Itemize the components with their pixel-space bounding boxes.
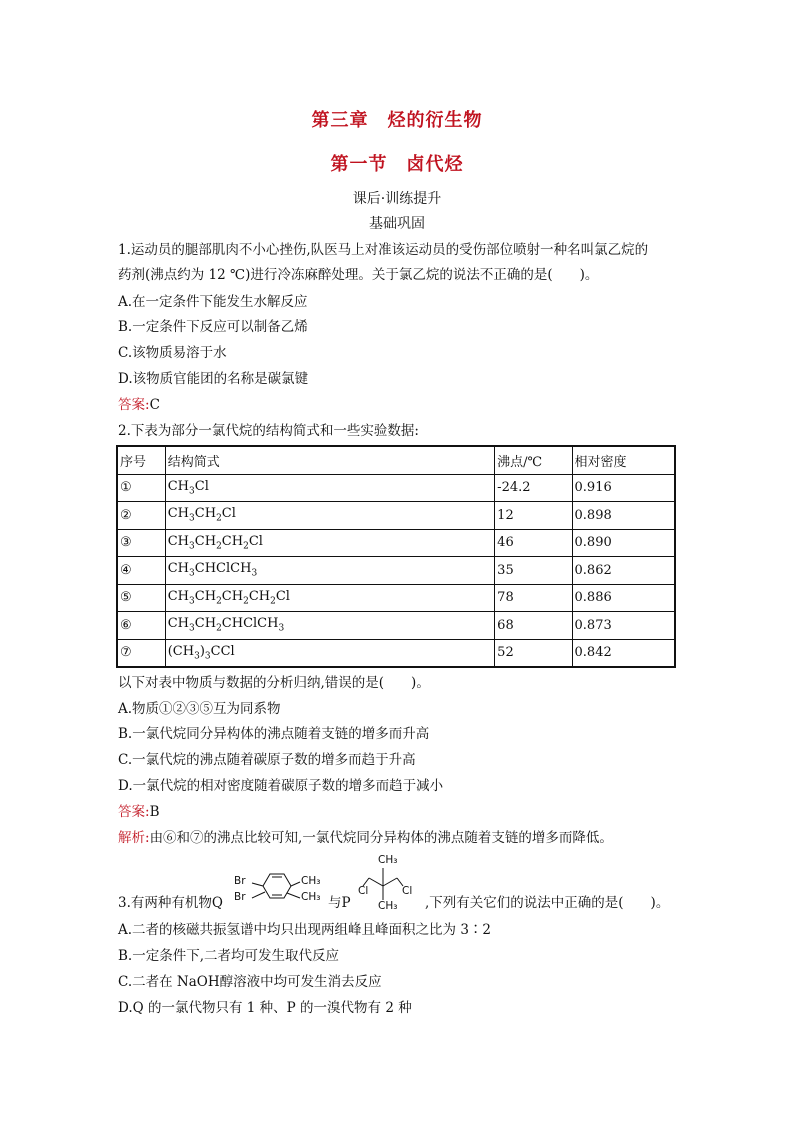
q1-answer-value: C [149, 397, 160, 413]
q2-answer-value: B [149, 804, 160, 820]
q1-option-a: A.在一定条件下能发生水解反应 [118, 294, 308, 310]
q1-option-b: B.一定条件下反应可以制备乙烯 [118, 319, 308, 335]
p-ch3-label-top: CH₃ [378, 854, 398, 866]
q3-stem-c: ,下列有关它们的说法中正确的是( )。 [425, 895, 670, 911]
row-no: ⑦ [117, 639, 165, 667]
row-bp: 35 [495, 557, 572, 585]
header-density: 相对密度 [572, 446, 675, 474]
row-bp: 46 [495, 529, 572, 557]
row-bp: 78 [495, 584, 572, 612]
row-density: 0.873 [572, 612, 675, 640]
row-formula: $CH_3CH_2Cl$ [165, 502, 494, 530]
header-bp: 沸点/℃ [495, 446, 572, 474]
p-ch3-label-bottom: CH₃ [378, 900, 398, 912]
row-density: 0.916 [572, 474, 675, 502]
q-br-label-2: Br [234, 891, 246, 903]
table-row [117, 612, 675, 640]
row-density: 0.862 [572, 557, 675, 585]
chapter-title: 第三章 烃的衍生物 [311, 110, 483, 131]
header-formula: 结构简式 [165, 446, 494, 474]
row-bp: 12 [495, 502, 572, 530]
row-formula: $CH_3CHClCH_3$ [165, 557, 494, 585]
row-density: 0.886 [572, 584, 675, 612]
q2-option-c: C.一氯代烷的沸点随着碳原子数的增多而趋于升高 [118, 752, 416, 768]
row-density: 0.890 [572, 529, 675, 557]
q1-option-d: D.该物质官能团的名称是碳氯键 [118, 371, 309, 387]
q2-option-a: A.物质①②③⑤互为同系物 [118, 701, 281, 717]
row-no: ④ [117, 557, 165, 585]
molecule-p [357, 852, 427, 920]
table-row [117, 639, 675, 667]
subtitle: 课后·训练提升 [352, 191, 442, 207]
q2-option-d: D.一氯代烷的相对密度随着碳原子数的增多而趋于减小 [118, 778, 444, 794]
q1-answer-label: 答案: [118, 397, 150, 413]
row-density: 0.842 [572, 639, 675, 667]
q1-stem-line2: 药剂(沸点约为 12 ℃)进行冷冻麻醉处理。关于氯乙烷的说法不正确的是( )。 [118, 267, 599, 283]
table-row [117, 584, 675, 612]
row-density: 0.898 [572, 502, 675, 530]
table-row [117, 502, 675, 530]
row-no: ⑤ [117, 584, 165, 612]
q3-option-d: D.Q 的一氯代物只有 1 种、P 的一溴代物有 2 种 [118, 1000, 412, 1016]
table-row [117, 474, 675, 502]
row-formula: $(CH_3)_3CCl$ [165, 639, 494, 667]
q2-stem: 2.下表为部分一氯代烷的结构简式和一些实验数据: [118, 423, 419, 439]
row-formula: $CH_3Cl$ [165, 474, 494, 502]
molecule-q [232, 866, 332, 916]
q1-option-c: C.该物质易溶于水 [118, 345, 227, 361]
q1-stem-line1: 1.运动员的腿部肌肉不小心挫伤,队医马上对准该运动员的受伤部位喷射一种名叫氯乙烷的 [118, 242, 649, 258]
row-bp: 68 [495, 612, 572, 640]
q1-answer [118, 395, 160, 415]
q2-answer-label: 答案: [118, 804, 150, 820]
row-formula: $CH_3CH_2CHClCH_3$ [165, 612, 494, 640]
q3-stem-b: 与P [328, 895, 351, 911]
q2-analysis [118, 828, 613, 848]
section-title: 第一节 卤代烃 [330, 154, 464, 175]
header-no: 序号 [117, 446, 165, 474]
q2-after: 以下对表中物质与数据的分析归纳,错误的是( )。 [118, 675, 430, 691]
q-ch3-label-1: CH₃ [301, 875, 321, 887]
chloroalkane-table [116, 445, 676, 668]
row-no: ① [117, 474, 165, 502]
q3-option-c: C.二者在 NaOH醇溶液中均可发生消去反应 [118, 974, 382, 990]
q3-option-a: A.二者的核磁共振氢谱中均只出现两组峰且峰面积之比为 3∶2 [118, 922, 492, 938]
table-header-row [117, 446, 675, 474]
q2-analysis-text: 由⑥和⑦的沸点比较可知,一氯代烷同分异构体的沸点随着支链的增多而降低。 [149, 830, 613, 846]
row-no: ⑥ [117, 612, 165, 640]
p-cl-label-2: Cl [402, 885, 413, 897]
part-heading: 基础巩固 [369, 216, 425, 232]
p-cl-label-1: Cl [358, 885, 369, 897]
q2-option-b: B.一氯代烷同分异构体的沸点随着支链的增多而升高 [118, 726, 430, 742]
q-ch3-label-2: CH₃ [301, 891, 321, 903]
row-bp: 52 [495, 639, 572, 667]
table-row [117, 557, 675, 585]
row-no: ② [117, 502, 165, 530]
q2-analysis-label: 解析: [118, 830, 150, 846]
row-bp: -24.2 [495, 474, 572, 502]
row-formula: $CH_3CH_2CH_2Cl$ [165, 529, 494, 557]
q2-answer [118, 802, 159, 822]
q-br-label-1: Br [234, 875, 246, 887]
row-no: ③ [117, 529, 165, 557]
row-formula: $CH_3CH_2CH_2CH_2Cl$ [165, 584, 494, 612]
q3-option-b: B.一定条件下,二者均可发生取代反应 [118, 948, 340, 964]
table-row [117, 529, 675, 557]
q3-stem-a: 3.有两种有机物Q [118, 895, 223, 911]
